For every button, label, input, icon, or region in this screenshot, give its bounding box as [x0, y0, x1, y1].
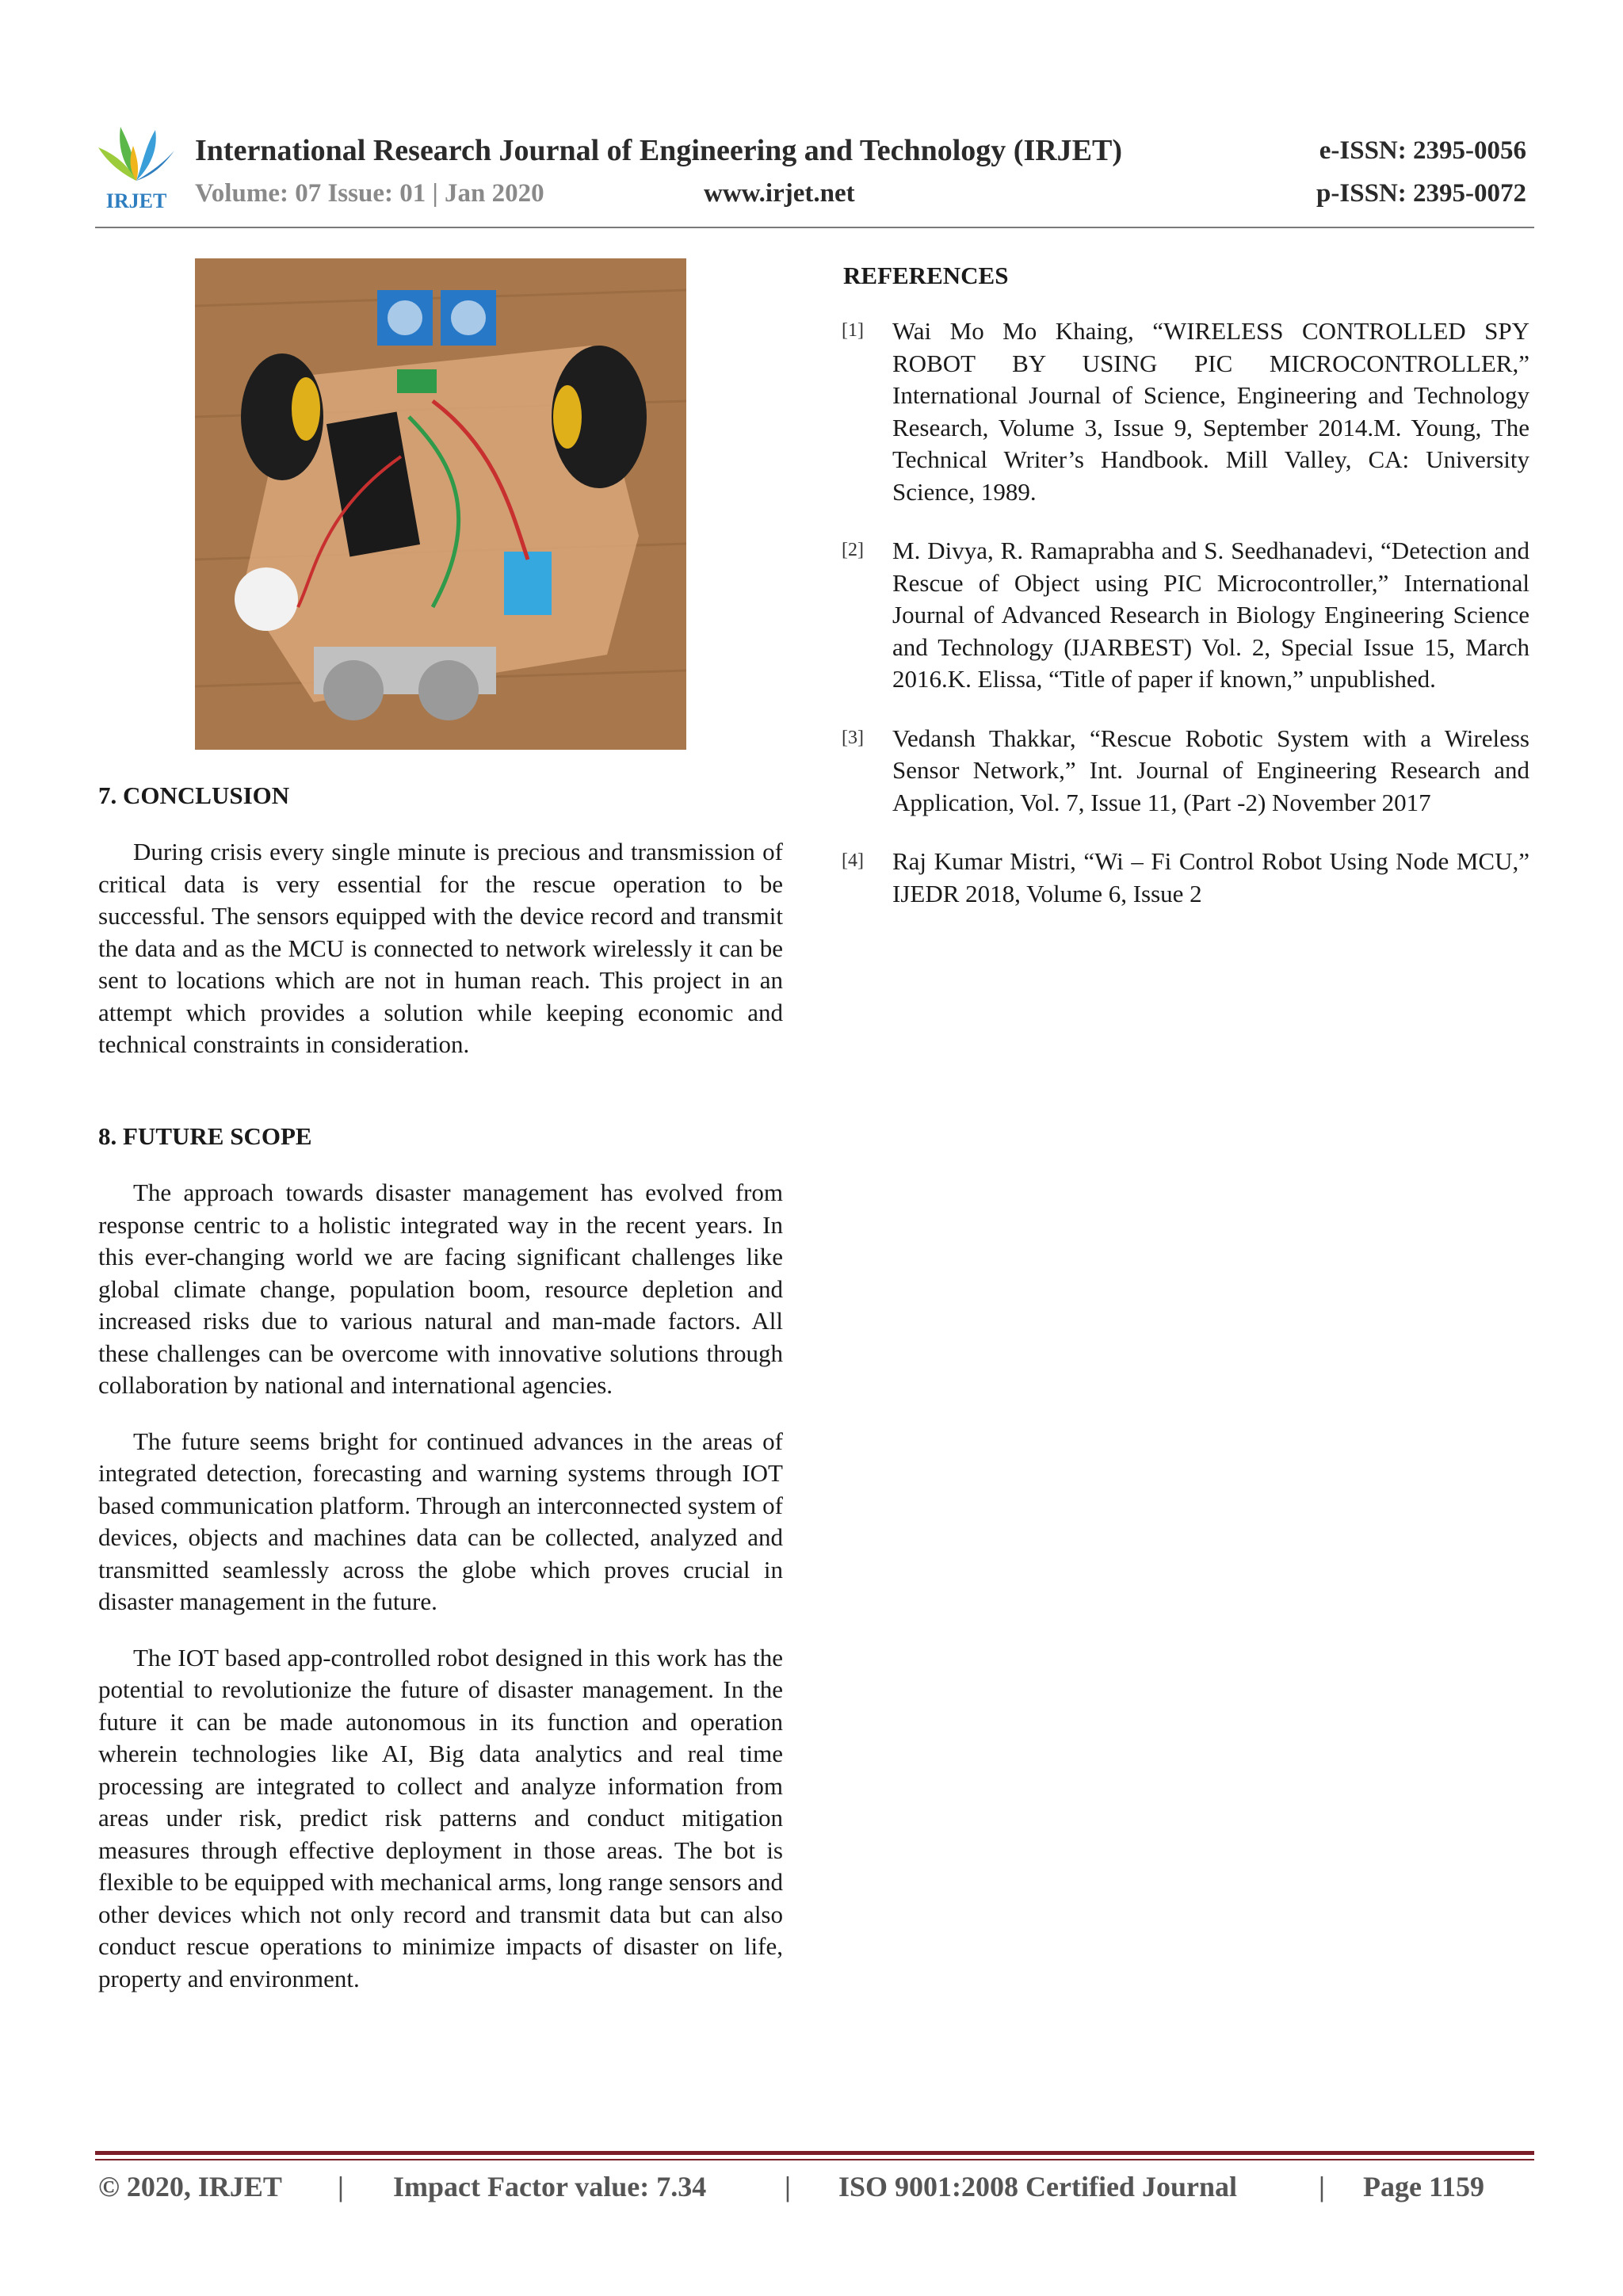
volume-issue: Volume: 07 Issue: 01 | Jan 2020 — [195, 179, 544, 208]
reference-text: Vedansh Thakkar, “Rescue Robotic System with a Wireless Sensor Network,” Int. Journal of Engineering Research and Application, Vol. 7, Issue 11, (Part -2) November 2017 — [892, 724, 1529, 816]
footer-copyright: © 2020, IRJET — [98, 2171, 282, 2202]
robot-photo — [195, 258, 686, 750]
paragraph: The approach towards disaster management has evolved from response centric to a holistic integrated way in the recent years. In this ever-changing world we are facing significant challenges like global climate change, population boom, resource depletion and increased risks due to various natural and man-made factors. All these challenges can be overcome with innovative solutions through collaboration by national and international agencies. — [98, 1179, 783, 1399]
reference-text: M. Divya, R. Ramaprabha and S. Seedhanadevi, “Detection and Rescue of Object using PIC Microcontroller,” International Journal of Advanced Research in Biology Engineering Science and Technology (IJARBEST) Vol. 2, Special Issue 15, March 2016.K. Elissa, “Title of paper if known,” unpublished. — [892, 537, 1529, 693]
references-heading: REFERENCES — [843, 262, 1009, 289]
reference-item — [842, 723, 1529, 819]
future-scope-body — [98, 1177, 783, 1995]
p-issn: p-ISSN: 2395-0072 — [1316, 179, 1526, 208]
reference-text: Raj Kumar Mistri, “Wi – Fi Control Robot Using Node MCU,” IJEDR 2018, Volume 6, Issue 2 — [892, 847, 1529, 907]
future-scope-heading: 8. FUTURE SCOPE — [98, 1122, 312, 1150]
footer-rule-thick — [95, 2151, 1534, 2155]
reference-text: Wai Mo Mo Khaing, “WIRELESS CONTROLLED SPY ROBOT BY USING PIC MICROCONTROLLER,” International Journal of Science, Engineering and Technology Research, Volume 3, Issue 9, September 2014.M. Young, The Technical Writer’s Handbook. Mill Valley, CA: University Science, 1989. — [892, 317, 1529, 506]
reference-number: [2] — [842, 540, 864, 560]
footer-rule-thin — [95, 2159, 1534, 2160]
footer-iso: ISO 9001:2008 Certified Journal — [838, 2171, 1237, 2202]
logo-leaves — [98, 127, 174, 181]
footer-separator: | — [1319, 2171, 1325, 2202]
paragraph: During crisis every single minute is precious and transmission of critical data is very essential for the rescue operation to be successful. The sensors equipped with the device record and transmit the data and as the MCU is connected to network wirelessly it can be sent to locations which are not in human reach. This project in an attempt which provides a solution while keeping economic and technical constraints in consideration. — [98, 838, 783, 1058]
irjet-logo — [94, 119, 179, 214]
journal-website[interactable]: www.irjet.net — [704, 179, 855, 208]
reference-item — [842, 535, 1529, 696]
footer-impact-factor: Impact Factor value: 7.34 — [393, 2171, 707, 2202]
paragraph: The IOT based app-controlled robot designed in this work has the potential to revolutionize the future of disaster management. In the future it can be made autonomous in its function and operation wherein technologies like AI, Big data analytics and real time processing are integrated to collect and analyze information from areas under risk, predict risk patterns and conduct mitigation measures through effective deployment in those areas. The bot is flexible to be equipped with mechanical arms, long range sensors and other devices which not only record and transmit data but can also conduct rescue operations to minimize impacts of disaster on life, property and environment. — [98, 1643, 783, 1992]
reference-number: [1] — [842, 320, 864, 341]
logo-text: IRJET — [105, 189, 167, 212]
footer-separator: | — [785, 2171, 791, 2202]
conclusion-heading: 7. CONCLUSION — [98, 781, 290, 809]
footer-page-number: Page 1159 — [1363, 2171, 1484, 2202]
reference-item — [842, 846, 1529, 910]
header-divider — [95, 227, 1534, 228]
paragraph: The future seems bright for continued advances in the areas of integrated detection, forecasting and warning systems through IOT based communication platform. Through an interconnected system of devices, objects and machines data can be collected, analyzed and transmitted seamlessly across the globe which proves crucial in disaster management in the future. — [98, 1427, 783, 1615]
conclusion-body — [98, 836, 783, 1061]
reference-number: [3] — [842, 727, 864, 748]
footer-separator: | — [338, 2171, 344, 2202]
e-issn: e-ISSN: 2395-0056 — [1319, 136, 1526, 165]
reference-list — [842, 315, 1529, 937]
journal-title: International Research Journal of Engineering and Technology (IRJET) — [195, 134, 1123, 167]
reference-number: [4] — [842, 850, 864, 871]
reference-item — [842, 315, 1529, 508]
